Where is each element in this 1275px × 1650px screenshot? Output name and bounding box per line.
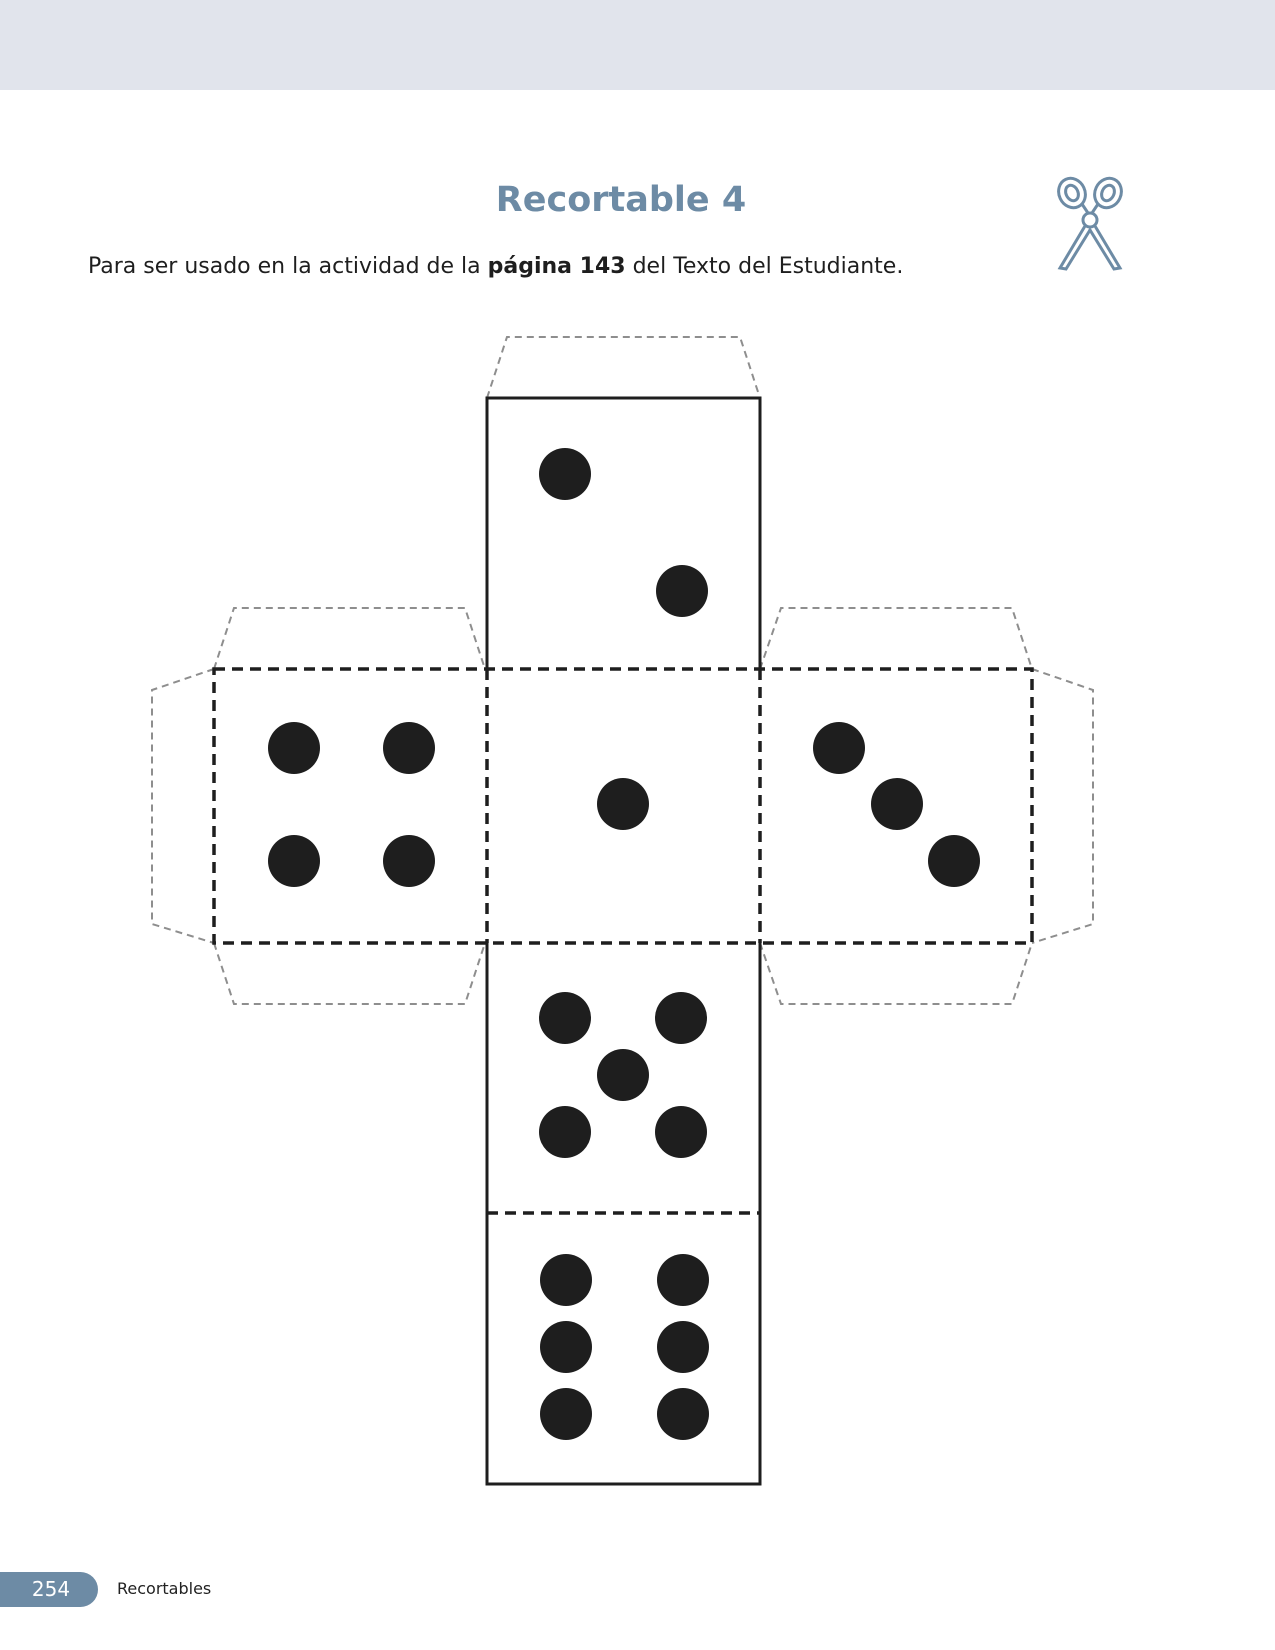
die-face-lower bbox=[539, 992, 707, 1158]
glue-tab-right-bottom bbox=[760, 943, 1032, 1004]
glue-tab-left-top bbox=[214, 608, 485, 669]
pip bbox=[268, 835, 320, 887]
glue-tab-right-top bbox=[760, 608, 1032, 669]
instruction-text-start: Para ser usado en la actividad de la bbox=[88, 254, 488, 279]
page-title: Recortable 4 bbox=[495, 180, 747, 220]
glue-tab-right-side bbox=[1032, 669, 1093, 943]
pip bbox=[268, 722, 320, 774]
pip bbox=[539, 1106, 591, 1158]
pip bbox=[657, 1388, 709, 1440]
cut-lines bbox=[487, 398, 760, 1484]
pip bbox=[540, 1388, 592, 1440]
pip bbox=[928, 835, 980, 887]
pip bbox=[540, 1321, 592, 1373]
die-face-right bbox=[813, 722, 980, 887]
glue-tab-left-side bbox=[152, 669, 214, 943]
pip bbox=[655, 1106, 707, 1158]
pip bbox=[657, 1254, 709, 1306]
pip bbox=[540, 1254, 592, 1306]
die-face-top bbox=[539, 448, 708, 617]
page-number: 254 bbox=[0, 1572, 98, 1607]
pip bbox=[383, 835, 435, 887]
pip bbox=[539, 448, 591, 500]
footer-section-label: Recortables bbox=[117, 1579, 212, 1598]
pip bbox=[383, 722, 435, 774]
instruction-text-end: del Texto del Estudiante. bbox=[625, 254, 904, 279]
pip bbox=[656, 565, 708, 617]
glue-tab-left-bottom bbox=[214, 943, 485, 1004]
pip bbox=[871, 778, 923, 830]
die-face-center bbox=[597, 778, 649, 830]
pip bbox=[539, 992, 591, 1044]
die-face-bottom bbox=[540, 1254, 709, 1440]
pip bbox=[597, 778, 649, 830]
glue-tab-top bbox=[487, 337, 760, 398]
instruction-page-ref: página 143 bbox=[487, 254, 626, 279]
pip bbox=[813, 722, 865, 774]
fold-lines bbox=[214, 669, 1032, 1213]
pip bbox=[655, 992, 707, 1044]
pip bbox=[597, 1049, 649, 1101]
die-face-left bbox=[268, 722, 435, 887]
cut-line-top-face bbox=[487, 398, 760, 669]
pip bbox=[657, 1321, 709, 1373]
